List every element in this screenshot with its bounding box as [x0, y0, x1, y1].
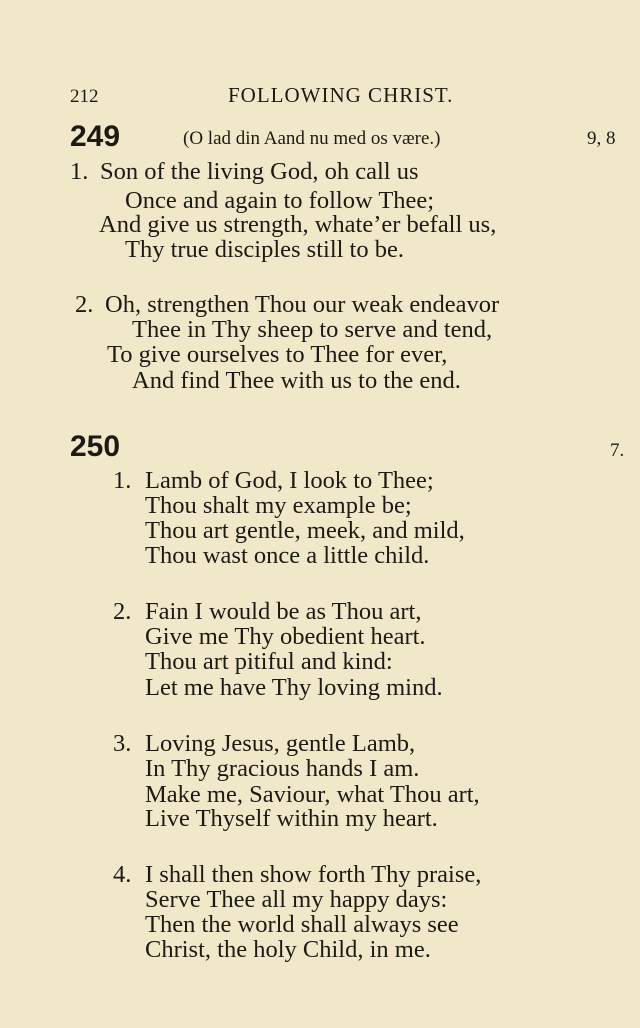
verse-line: Thou art pitiful and kind: — [145, 648, 393, 675]
verse-line: Give me Thy obedient heart. — [145, 623, 426, 650]
verse-line: In Thy gracious hands I am. — [145, 755, 420, 782]
verse-line: Thee in Thy sheep to serve and tend, — [132, 316, 493, 343]
verse-line: 1. Son of the living God, oh call us — [70, 158, 419, 185]
verse-number: 2. — [113, 598, 132, 625]
running-title: FOLLOWING CHRIST. — [228, 83, 454, 107]
hymn-original-title: (O lad din Aand nu med os være.) — [183, 128, 441, 149]
verse-line: 4. I shall then show forth Thy praise, — [113, 861, 482, 888]
verse-line: 2. Oh, strengthen Thou our weak endeavor — [75, 291, 500, 318]
verse-line: And give us strength, whate’er befall us, — [99, 211, 497, 238]
verse-line: Live Thyself within my heart. — [145, 805, 438, 832]
verse-line: Let me have Thy loving mind. — [145, 674, 443, 701]
verse-line: Once and again to follow Thee; — [125, 187, 435, 214]
verse-line: Thou art gentle, meek, and mild, — [145, 517, 465, 544]
verse-line: And find Thee with us to the end. — [132, 367, 461, 394]
verse-line: Thou shalt my example be; — [145, 492, 412, 519]
hymn-meter-250: 7. — [610, 440, 625, 461]
verse-number: 3. — [113, 730, 132, 757]
page-number: 212 — [70, 86, 99, 107]
verse-line: Serve Thee all my happy days: — [145, 886, 448, 913]
verse-line: Thy true disciples still to be. — [125, 236, 404, 263]
verse-line: 1. Lamb of God, I look to Thee; — [113, 467, 434, 494]
verse-line: Make me, Saviour, what Thou art, — [145, 781, 480, 808]
verse-line: To give ourselves to Thee for ever, — [107, 341, 448, 368]
verse-line: Christ, the holy Child, in me. — [145, 936, 431, 963]
verse-line: Then the world shall always see — [145, 911, 459, 938]
verse-line: 2. Fain I would be as Thou art, — [113, 598, 422, 625]
verse-line: Thou wast once a little child. — [145, 542, 430, 569]
verse-number: 2. — [75, 291, 94, 318]
verse-number: 4. — [113, 861, 132, 888]
verse-number: 1. — [113, 467, 132, 494]
hymn-number-249: 249 — [70, 120, 121, 153]
verse-number: 1. — [70, 158, 89, 185]
hymn-meter-249: 9, 8 — [587, 128, 616, 149]
verse-line: 3. Loving Jesus, gentle Lamb, — [113, 730, 416, 757]
hymn-number-250: 250 — [70, 430, 121, 463]
